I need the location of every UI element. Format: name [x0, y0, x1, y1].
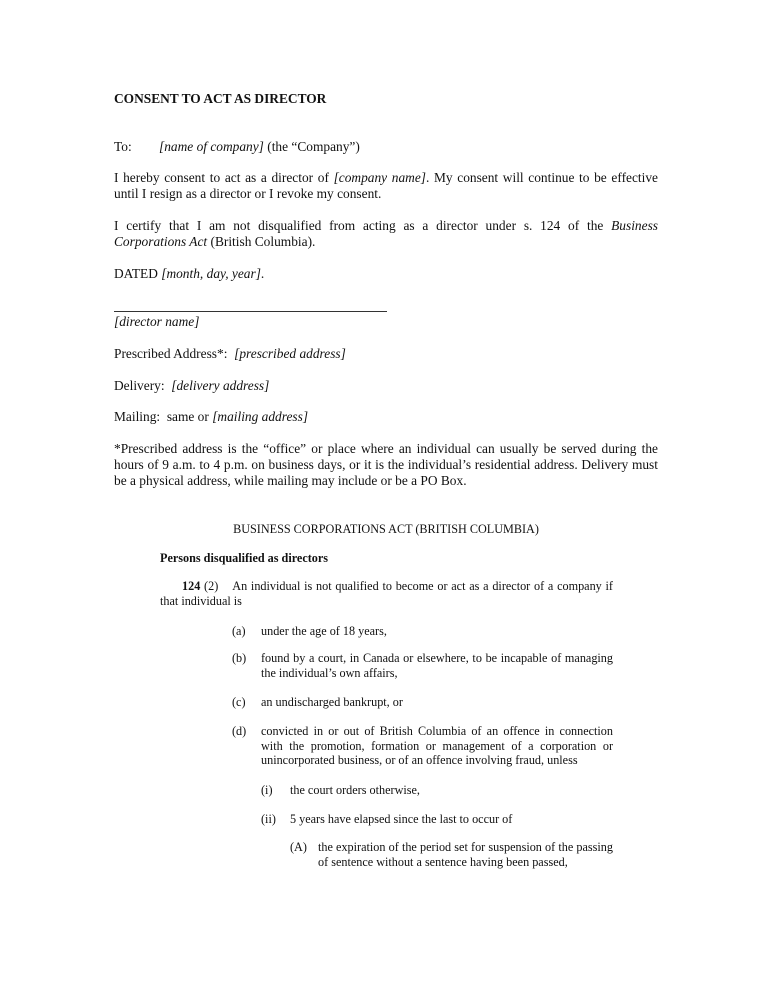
item-label: (d) [232, 724, 247, 738]
consent-text-end: . My consent will continue to be effective until I resign as a director or I revoke my consent. [114, 170, 658, 201]
to-recipient [159, 139, 360, 155]
delivery-label: Delivery: [114, 378, 172, 393]
mailing-address-line [114, 409, 308, 425]
subsection-number: (2) [200, 579, 219, 593]
date-placeholder: [month, day, year] [161, 266, 261, 281]
subitem-label: (i) [261, 783, 273, 797]
item-label: (a) [232, 624, 246, 638]
prescribed-label: Prescribed Address*: [114, 346, 235, 361]
prescribed-value: [prescribed address] [234, 346, 346, 361]
statute-subheading: Persons disqualified as directors [160, 551, 329, 565]
footnote: *Prescribed address is the “office” or place where an individual can usually be served during the hours of 9 a.m. to 4 p.m. on business days, or it is the individual’s residential address. Delivery must be a physical address, while mailing may include or be a PO Box. [114, 441, 658, 488]
section-intro: An individual is not qualified to become or act as a director of a company if that individual is [160, 579, 613, 608]
clause-text: the expiration of the period set for suspension of the passing of sentence without a sentence having been passed, [318, 840, 613, 869]
item-text: found by a court, in Canada or elsewhere, to be incapable of managing the individual’s own affairs, [261, 651, 613, 680]
mailing-value: [mailing address] [212, 409, 309, 424]
section-124-2 [160, 579, 613, 608]
signature-line [114, 311, 387, 312]
certify-text-end: (British Columbia). [207, 234, 316, 249]
to-label: To: [114, 139, 132, 154]
certify-paragraph [114, 218, 658, 250]
consent-text: I hereby consent to act as a director of [114, 170, 334, 185]
director-name-placeholder [114, 314, 199, 330]
dated-period: . [260, 266, 265, 281]
item-text: an undischarged bankrupt, or [261, 695, 403, 709]
item-text: convicted in or out of British Columbia of an offence in connection with the promotion, formation or management of a corporation or unincorporated business, or of an offence involving fraud, unless [261, 724, 613, 767]
clause-label: (A) [290, 840, 307, 854]
subitem-text: 5 years have elapsed since the last to occur of [290, 812, 513, 826]
document-title: CONSENT TO ACT AS DIRECTOR [114, 91, 327, 106]
mailing-label: Mailing: same or [114, 409, 213, 424]
dated-label: DATED [114, 266, 162, 281]
dated-line [114, 266, 264, 282]
company-definition: (the “Company”) [267, 139, 360, 154]
item-text: under the age of 18 years, [261, 624, 387, 638]
certify-text: I certify that I am not disqualified from acting as a director under s. 124 of the [114, 218, 612, 233]
statute-heading: BUSINESS CORPORATIONS ACT (BRITISH COLUMBIA) [233, 522, 539, 536]
subitem-text: the court orders otherwise, [290, 783, 420, 797]
consent-paragraph [114, 170, 658, 202]
act-name: Business Corporations Act [114, 218, 658, 249]
company-placeholder: [name of company] [159, 139, 264, 154]
subitem-label: (ii) [261, 812, 276, 826]
section-number: 124 [182, 579, 201, 593]
delivery-address-line [114, 378, 269, 394]
item-label: (b) [232, 651, 247, 665]
item-label: (c) [232, 695, 246, 709]
prescribed-address-line [114, 346, 346, 362]
delivery-value: [delivery address] [171, 378, 270, 393]
director-name: [director name] [114, 314, 200, 329]
company-name-placeholder: [company name] [333, 170, 426, 185]
